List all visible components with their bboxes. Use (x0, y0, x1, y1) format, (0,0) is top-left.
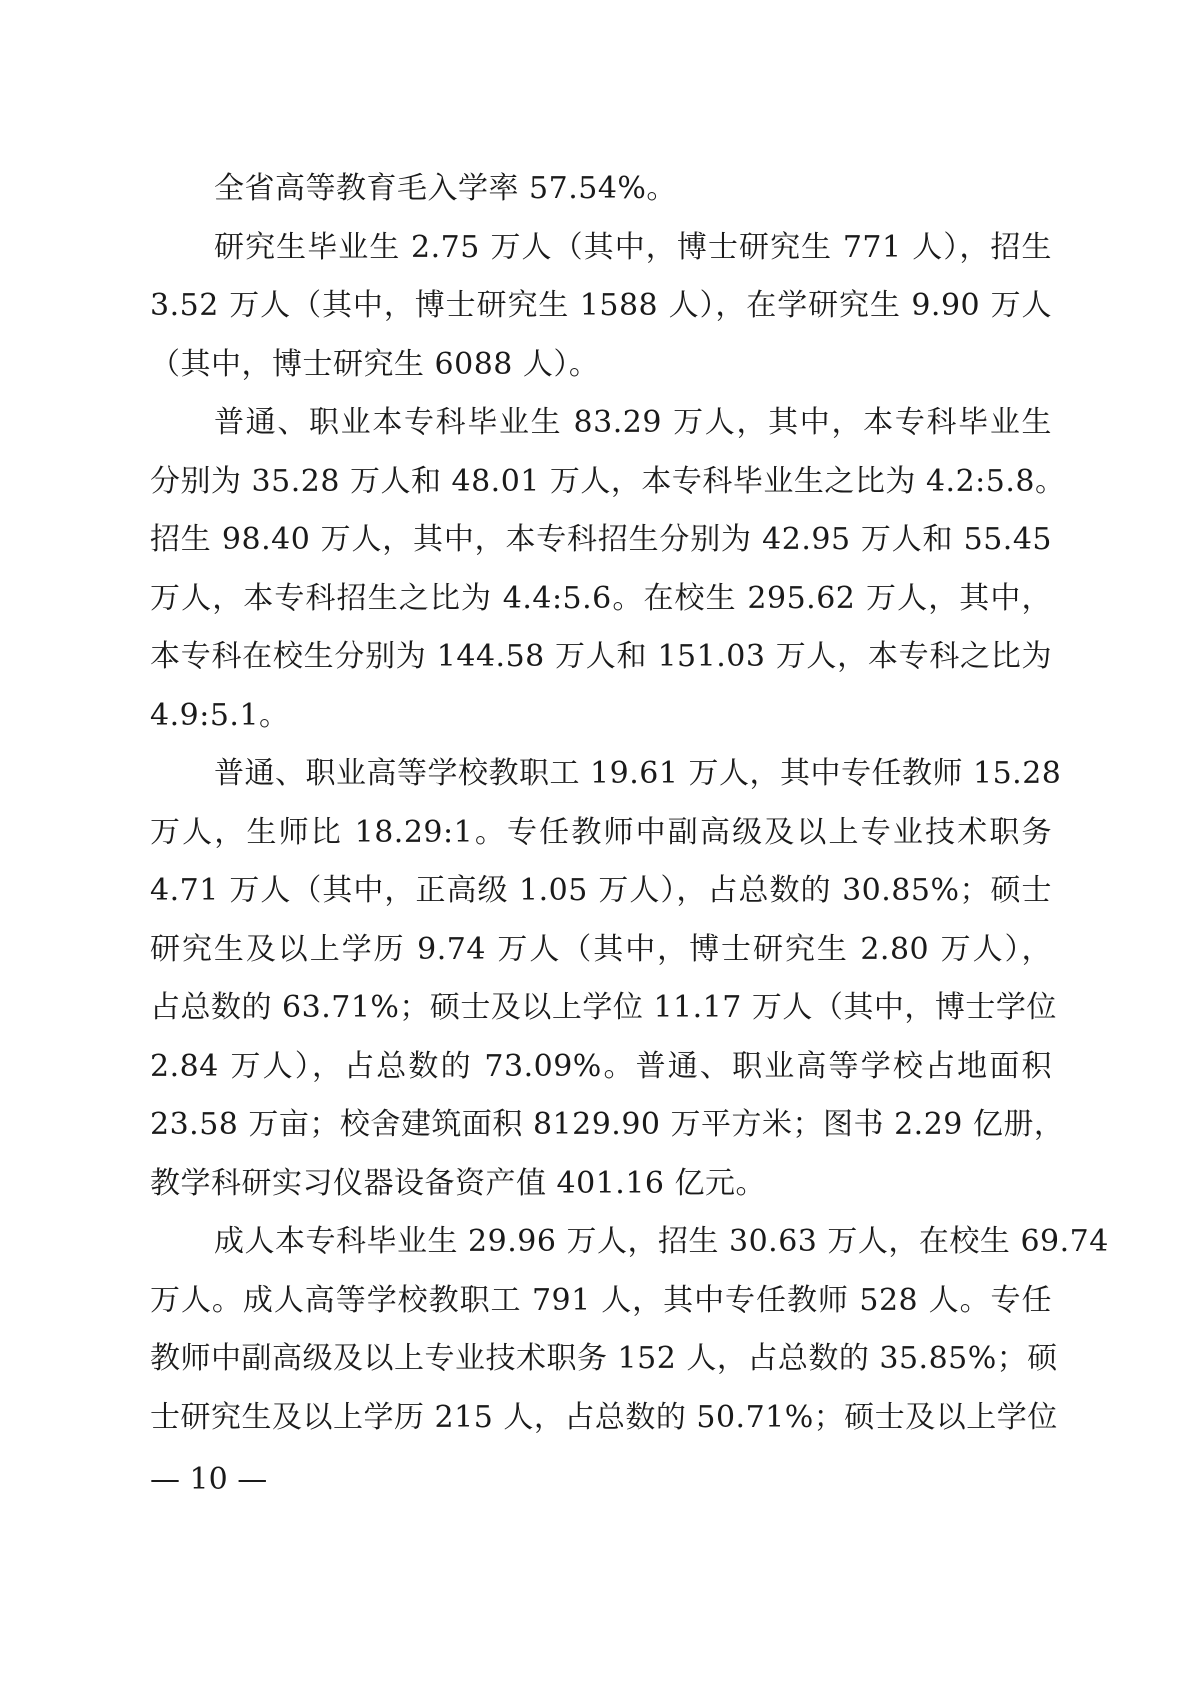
text-line: 2.84 万人），占总数的 73.09%。普通、职业高等学校占地面积 (150, 1048, 1052, 1084)
text-line: 本专科在校生分别为 144.58 万人和 151.03 万人，本专科之比为 (150, 639, 1052, 674)
text-line: 3.52 万人（其中，博士研究生 1588 人），在学研究生 9.90 万人 (150, 288, 1052, 323)
text-line: （其中，博士研究生 6088 人）。 (150, 346, 600, 382)
text-line: 万人。成人高等学校教职工 791 人，其中专任教师 528 人。专任 (150, 1282, 1052, 1318)
text-line: 教学科研实习仪器设备资产值 401.16 亿元。 (150, 1165, 767, 1201)
text-line: 23.58 万亩；校舍建筑面积 8129.90 万平方米；图书 2.29 亿册， (150, 1107, 1065, 1142)
text-line: 分别为 35.28 万人和 48.01 万人，本专科毕业生之比为 4.2:5.8。 (150, 463, 1066, 499)
text-line: 研究生及以上学历 9.74 万人（其中，博士研究生 2.80 万人）， (150, 931, 1052, 967)
document-body (150, 160, 1109, 1447)
text-line: 普通、职业高等学校教职工 19.61 万人，其中专任教师 15.28 (214, 756, 1062, 791)
text-line: 教师中副高级及以上专业技术职务 152 人，占总数的 35.85%；硕 (150, 1341, 1058, 1376)
text-line: 成人本专科毕业生 29.96 万人，招生 30.63 万人，在校生 69.74 (214, 1224, 1109, 1259)
text-line: 研究生毕业生 2.75 万人（其中，博士研究生 771 人），招生 (214, 229, 1052, 265)
text-line: 万人，生师比 18.29:1。专任教师中副高级及以上专业技术职务 (150, 814, 1052, 850)
text-line: 士研究生及以上学历 215 人，占总数的 50.71%；硕士及以上学位 (150, 1399, 1058, 1435)
text-line: 万人，本专科招生之比为 4.4:5.6。在校生 295.62 万人，其中， (150, 580, 1052, 616)
text-line: 全省高等教育毛入学率 57.54%。 (214, 171, 677, 206)
text-line: 4.71 万人（其中，正高级 1.05 万人），占总数的 30.85%；硕士 (150, 873, 1052, 908)
page-number: — 10 — (150, 1462, 268, 1497)
text-line: 4.9:5.1。 (150, 697, 290, 733)
text-line: 占总数的 63.71%；硕士及以上学位 11.17 万人（其中，博士学位 (150, 990, 1057, 1025)
text-line: 普通、职业本专科毕业生 83.29 万人，其中，本专科毕业生 (214, 405, 1052, 440)
text-line: 招生 98.40 万人，其中，本专科招生分别为 42.95 万人和 55.45 (150, 522, 1052, 557)
